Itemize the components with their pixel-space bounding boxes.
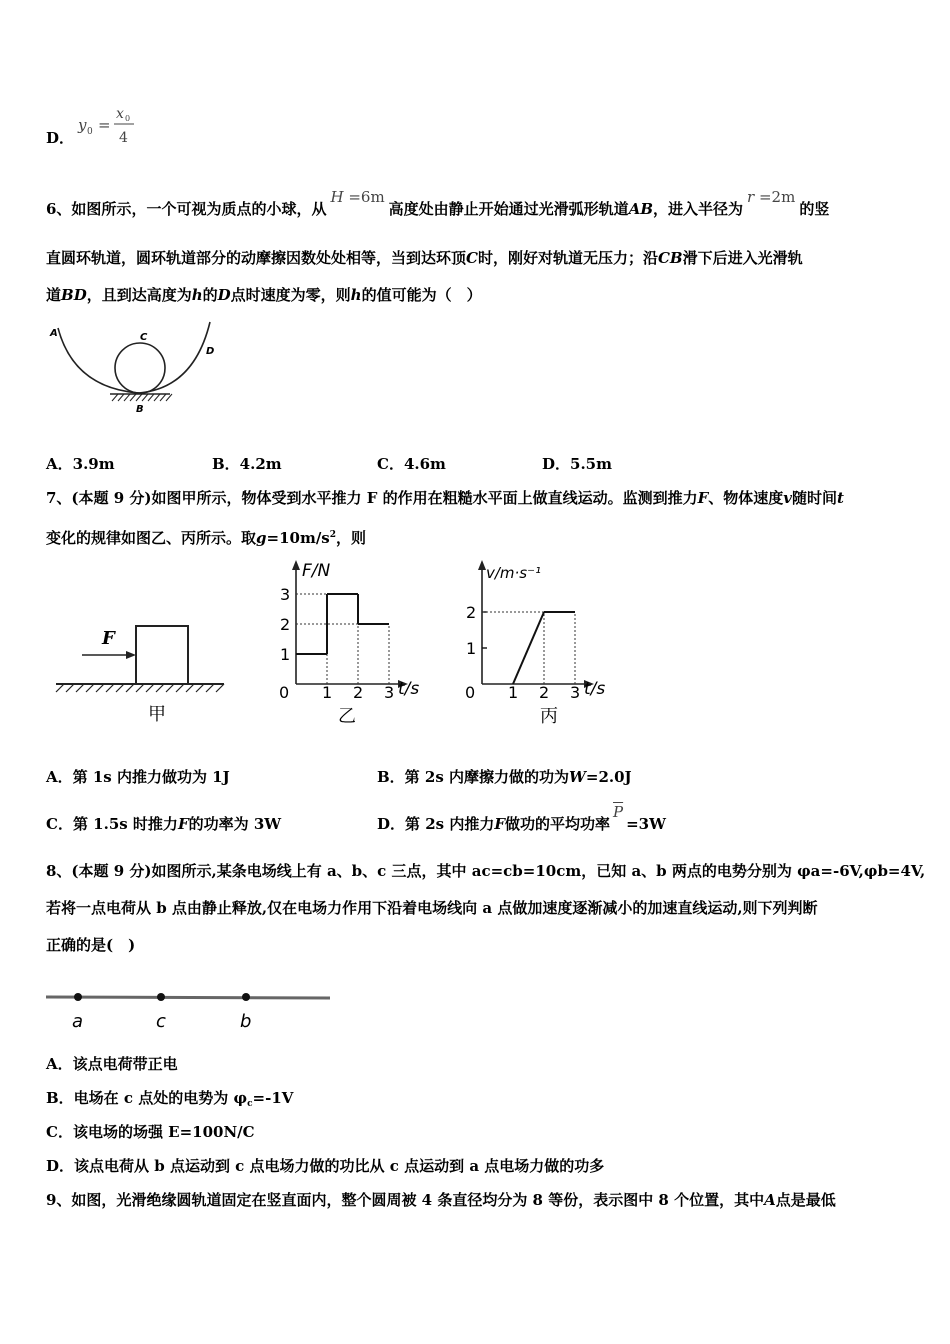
- q7-option-b-text: =2.0J: [585, 768, 632, 786]
- q6-text: 的: [202, 286, 218, 304]
- vertical-loop: [115, 343, 165, 393]
- force-label: F: [102, 628, 115, 649]
- x-tick-label: 1: [508, 683, 519, 702]
- q6-H-formula: [330, 188, 384, 206]
- q5-option-d-formula: [76, 104, 146, 148]
- y-tick-label: 2: [466, 603, 477, 622]
- q8-option-d[interactable]: D．该点电荷从 b 点运动到 c 点电场力做的功比从 c 点运动到 a 点电场力做的功多: [46, 1157, 605, 1175]
- q6-text: 时，刚好对轨道无压力；沿: [477, 249, 658, 267]
- point-b-label: b: [240, 1011, 252, 1032]
- q6-H-val: =6m: [348, 188, 385, 206]
- q6-h: h: [350, 286, 362, 304]
- q6-CB: CB: [657, 249, 683, 267]
- force-arrow-head: [126, 651, 136, 659]
- q6-H-var: H: [330, 188, 344, 206]
- q8-line-3: 正确的是( ): [46, 936, 136, 954]
- q6-text: 的值可能为（ ）: [361, 286, 482, 304]
- v-t-segment: [513, 612, 544, 684]
- q7-text: ，则: [336, 529, 367, 547]
- q7-text: 随时间: [792, 489, 838, 507]
- q7-text: 变化的规律如图乙、丙所示。取: [46, 529, 257, 547]
- q7-option-d-text: D．第 2s 内推力: [377, 815, 495, 833]
- q6-C: C: [466, 249, 478, 267]
- q6-text: 道: [46, 286, 62, 304]
- q6-text: ，进入半径为: [653, 200, 744, 218]
- label-D: D: [206, 346, 215, 357]
- q6-line-3: [46, 285, 482, 305]
- x-tick-label: 0: [279, 683, 290, 702]
- q7-text: 、物体速度: [708, 489, 784, 507]
- caption-jia: 甲: [148, 704, 166, 725]
- y-axis-label: v/m·s⁻¹: [486, 564, 542, 582]
- q6-r-val: =2m: [758, 188, 796, 206]
- q7-text: 7、(本题 9 分)如图甲所示，物体受到水平推力 F 的作用在粗糙水平面上做直线运动。监测到推力: [46, 489, 698, 507]
- block: [136, 626, 188, 684]
- q6-track-figure: [44, 318, 224, 418]
- q7-option-c[interactable]: [46, 814, 281, 834]
- x-tick-label: 2: [539, 683, 550, 702]
- q8-option-b-text: =-1V: [252, 1089, 294, 1107]
- q9-text: 点是最低: [775, 1191, 836, 1209]
- curved-track: [58, 322, 210, 393]
- q6-text: 点时速度为零，则: [230, 286, 351, 304]
- q7-option-c-text: C．第 1.5s 时推力: [46, 815, 178, 833]
- x-tick-label: 3: [570, 683, 581, 702]
- q7-option-b-text: B．第 2s 内摩擦力做的功为: [377, 768, 570, 786]
- q7-option-b[interactable]: [377, 767, 632, 787]
- q7-option-a[interactable]: A．第 1s 内推力做功为 1J: [46, 768, 230, 786]
- q6-r-var: r: [747, 188, 755, 206]
- formula-num: x: [116, 106, 124, 122]
- q6-text: 滑下后进入光滑轨: [682, 249, 803, 267]
- q6-text: ，且到达高度为: [86, 286, 192, 304]
- q9-A: A: [764, 1191, 776, 1209]
- point-a-dot: [74, 993, 82, 1001]
- y-axis-arrow: [478, 560, 486, 570]
- q6-text: 高度处由静止开始通过光滑弧形轨道: [388, 200, 629, 218]
- q7-t: t: [837, 489, 844, 507]
- q6-option-b[interactable]: B．4.2m: [212, 455, 282, 473]
- formula-den: 4: [119, 130, 128, 146]
- q7-option-d-text: =3W: [626, 815, 666, 833]
- y-axis-label: F/N: [302, 561, 331, 581]
- q6-r-formula: [747, 188, 795, 206]
- q6-h: h: [191, 286, 203, 304]
- q6-text: 直圆环轨道，圆环轨道部分的动摩擦因数处处相等，当到达环顶: [46, 249, 467, 267]
- q8-option-c[interactable]: C．该电场的场强 E=100N/C: [46, 1123, 255, 1141]
- q6-text: 6、如图所示，一个可视为质点的小球，从: [46, 200, 327, 218]
- q7-option-c-text: 的功率为 3W: [188, 815, 282, 833]
- q7-line-2: [46, 525, 366, 548]
- y-tick-label: 3: [280, 585, 291, 604]
- q8-option-b[interactable]: [46, 1088, 293, 1114]
- q7-figure-bing: [462, 556, 622, 734]
- x-axis-label: t/s: [398, 679, 420, 699]
- y-tick-label: 2: [280, 615, 291, 634]
- formula-lhs-sub: 0: [87, 127, 93, 137]
- point-b-dot: [242, 993, 250, 1001]
- q8-line-1: 8、(本题 9 分)如图所示,某条电场线上有 a、b、c 三点，其中 ac=cb=10cm，已知 a、b 两点的电势分别为 φa=-6V,φb=4V,: [46, 862, 926, 880]
- caption-bing: 丙: [540, 706, 558, 727]
- x-tick-label: 2: [353, 683, 364, 702]
- q6-text: 的竖: [799, 200, 830, 218]
- q5-option-d-label: D．: [46, 129, 75, 147]
- q8-option-b-sub: c: [247, 1099, 253, 1109]
- q8-option-a[interactable]: A．该点电荷带正电: [46, 1055, 178, 1073]
- x-axis-label: t/s: [584, 679, 606, 699]
- q7-option-d-text: 做功的平均功率: [505, 815, 611, 833]
- field-line: [46, 997, 330, 998]
- q7-option-d[interactable]: [377, 803, 666, 834]
- q8-line-2: 若将一点电荷从 b 点由静止释放,仅在电场力作用下沿着电场线向 a 点做加速度逐渐减小的加速直线运动,则下列判断: [46, 899, 818, 917]
- y-tick-label: 1: [280, 645, 291, 664]
- q6-D: D: [217, 286, 231, 304]
- point-a-label: a: [72, 1011, 84, 1032]
- label-B: B: [136, 404, 144, 415]
- q7-option-d-P-bar: $\overline{P}$: [613, 803, 624, 821]
- x-tick-label: 3: [384, 683, 395, 702]
- q7-F: F: [697, 489, 709, 507]
- q7-figure-jia: [52, 618, 232, 728]
- q7-g: g: [256, 529, 267, 547]
- formula-eq: =: [98, 116, 111, 134]
- formula-lhs: y: [78, 116, 87, 134]
- label-C: C: [140, 332, 148, 343]
- ground-hatch: [56, 684, 224, 692]
- caption-yi: 乙: [338, 706, 356, 727]
- x-tick-label: 0: [465, 683, 476, 702]
- y-tick-label: 1: [466, 639, 477, 658]
- q7-text: =10m/s: [266, 529, 330, 547]
- q6-AB: AB: [628, 200, 654, 218]
- q7-option-b-W: W: [569, 768, 586, 786]
- formula-num-sub: 0: [125, 114, 131, 123]
- q7-line-1: [46, 488, 844, 508]
- q7-sup: 2: [329, 530, 337, 540]
- q6-line-2: [46, 248, 803, 268]
- ground-hatch: [112, 394, 172, 401]
- q9-text: 9、如图，光滑绝缘圆轨道固定在竖直面内，整个圆周被 4 条直径均分为 8 等份，表示图中 8 个位置，其中: [46, 1191, 765, 1209]
- point-c-label: c: [156, 1011, 166, 1032]
- q7-figure-yi: [276, 556, 436, 734]
- label-A: A: [50, 328, 58, 339]
- q7-v: v: [783, 489, 793, 507]
- q8-field-line-figure: [44, 984, 334, 1034]
- q6-option-d[interactable]: D．5.5m: [542, 455, 612, 473]
- q6-BD: BD: [61, 286, 87, 304]
- q9-line-1: [46, 1190, 836, 1210]
- point-c-dot: [157, 993, 165, 1001]
- y-axis-arrow: [292, 560, 300, 570]
- q8-option-b-text: B．电场在 c 点处的电势为 φ: [46, 1089, 248, 1107]
- x-tick-label: 1: [322, 683, 333, 702]
- q5-option-d: [46, 128, 74, 148]
- q6-option-c[interactable]: C．4.6m: [377, 455, 446, 473]
- q7-option-d-F: F: [494, 815, 505, 833]
- q7-option-c-F: F: [177, 815, 189, 833]
- q6-line-1: [46, 188, 830, 219]
- q6-option-a[interactable]: A．3.9m: [46, 455, 115, 473]
